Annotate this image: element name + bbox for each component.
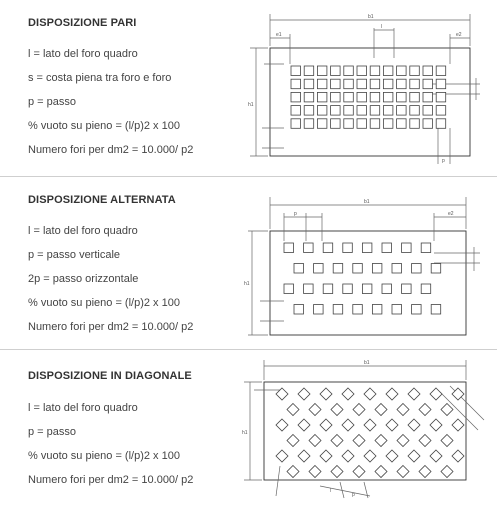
square-hole — [362, 243, 372, 253]
square-hole — [423, 106, 433, 116]
label-b1: b1 — [368, 14, 374, 20]
square-hole — [291, 119, 301, 129]
diamond-hole — [397, 466, 409, 478]
diagram-alternata — [234, 191, 488, 341]
square-hole — [317, 92, 327, 102]
square-hole — [436, 119, 446, 129]
diamond-hole — [364, 419, 376, 431]
square-hole — [370, 66, 380, 76]
square-hole — [331, 66, 341, 76]
square-hole — [370, 119, 380, 129]
square-hole — [357, 92, 367, 102]
square-hole — [383, 106, 393, 116]
square-hole — [412, 305, 422, 315]
square-hole — [353, 264, 363, 274]
diamond-hole — [309, 435, 321, 447]
square-hole — [333, 305, 343, 315]
square-hole — [304, 92, 314, 102]
definition-line: % vuoto su pieno = (l/p)2 x 100 — [28, 120, 180, 132]
square-hole — [304, 106, 314, 116]
square-hole — [344, 92, 354, 102]
square-hole — [383, 79, 393, 89]
square-hole — [383, 119, 393, 129]
square-hole — [291, 92, 301, 102]
diamond-hole — [452, 419, 464, 431]
diamond-hole — [441, 466, 453, 478]
diamond-hole — [287, 466, 299, 478]
diamond-hole — [441, 435, 453, 447]
diamond-hole — [309, 404, 321, 416]
diamond-hole — [298, 419, 310, 431]
section-title: DISPOSIZIONE ALTERNATA — [28, 194, 176, 206]
square-hole — [383, 66, 393, 76]
diamond-hole — [364, 388, 376, 400]
square-hole — [436, 106, 446, 116]
square-hole — [284, 284, 294, 294]
square-hole — [317, 79, 327, 89]
diamond-hole — [386, 450, 398, 462]
square-hole — [331, 92, 341, 102]
square-hole — [392, 264, 402, 274]
definition-line: 2p = passo orizzontale — [28, 273, 139, 285]
square-hole — [370, 106, 380, 116]
label-p: p — [442, 158, 445, 164]
section-disposizione-alternata — [0, 176, 497, 350]
diamond-hole — [430, 388, 442, 400]
section-title: DISPOSIZIONE PARI — [28, 17, 137, 29]
diamond-hole — [386, 419, 398, 431]
square-hole — [382, 284, 392, 294]
diamond-hole — [419, 466, 431, 478]
square-hole — [397, 106, 407, 116]
square-hole — [304, 79, 314, 89]
square-hole — [362, 284, 372, 294]
diamond-hole — [430, 450, 442, 462]
square-hole — [343, 284, 353, 294]
square-hole — [291, 66, 301, 76]
label-e2: e2 — [456, 32, 462, 38]
label-h1: h1 — [248, 102, 254, 108]
square-hole — [421, 284, 431, 294]
diamond-hole — [342, 419, 354, 431]
definition-line: Numero fori per dm2 = 10.000/ p2 — [28, 144, 194, 156]
definition-line: p = passo verticale — [28, 249, 121, 261]
diamond-hole — [408, 450, 420, 462]
square-hole — [410, 106, 420, 116]
square-hole — [372, 305, 382, 315]
square-hole — [331, 106, 341, 116]
square-hole — [331, 79, 341, 89]
square-hole — [436, 66, 446, 76]
square-hole — [291, 79, 301, 89]
square-hole — [397, 79, 407, 89]
label-l: l — [330, 488, 332, 494]
definition-line: % vuoto su pieno = (l/p)2 x 100 — [28, 297, 180, 309]
square-hole — [314, 305, 324, 315]
diamond-hole — [353, 435, 365, 447]
square-hole — [291, 106, 301, 116]
square-hole — [410, 79, 420, 89]
diamond-hole — [364, 450, 376, 462]
diagram-pari — [244, 8, 488, 168]
square-hole — [421, 243, 431, 253]
square-hole — [344, 119, 354, 129]
square-hole — [402, 284, 412, 294]
square-hole — [431, 264, 441, 274]
definition-line: Numero fori per dm2 = 10.000/ p2 — [28, 321, 194, 333]
label-b1: b1 — [364, 360, 370, 366]
label-p: p — [294, 211, 297, 217]
label-e2: e2 — [448, 211, 454, 217]
square-hole — [344, 66, 354, 76]
square-hole — [382, 243, 392, 253]
square-hole — [317, 119, 327, 129]
square-hole — [372, 264, 382, 274]
diamond-hole — [298, 388, 310, 400]
definition-line: p = passo — [28, 426, 77, 438]
square-hole — [423, 79, 433, 89]
diamond-hole — [309, 466, 321, 478]
diamond-hole — [320, 388, 332, 400]
square-hole — [410, 92, 420, 102]
square-hole — [392, 305, 402, 315]
square-hole — [344, 106, 354, 116]
square-hole — [304, 284, 314, 294]
label-h1: h1 — [242, 430, 248, 436]
definition-line: s = costa piena tra foro e foro — [28, 72, 172, 84]
definition-line: % vuoto su pieno = (l/p)2 x 100 — [28, 450, 180, 462]
diamond-hole — [320, 419, 332, 431]
diamond-hole — [441, 404, 453, 416]
square-hole — [397, 66, 407, 76]
diamond-hole — [331, 404, 343, 416]
diamond-hole — [419, 404, 431, 416]
definition-line: l = lato del foro quadro — [28, 402, 138, 414]
square-hole — [357, 106, 367, 116]
square-hole — [304, 119, 314, 129]
diamond-hole — [397, 435, 409, 447]
square-hole — [431, 305, 441, 315]
square-hole — [284, 243, 294, 253]
section-disposizione-pari — [0, 0, 497, 176]
square-hole — [436, 79, 446, 89]
diamond-hole — [342, 388, 354, 400]
square-hole — [436, 92, 446, 102]
square-hole — [304, 243, 314, 253]
square-hole — [423, 66, 433, 76]
definition-line: p = passo — [28, 96, 77, 108]
diamond-hole — [353, 466, 365, 478]
label-l: l — [381, 24, 383, 30]
diamond-hole — [386, 388, 398, 400]
square-hole — [294, 305, 304, 315]
square-hole — [323, 284, 333, 294]
label-p: p — [352, 492, 355, 498]
square-hole — [423, 92, 433, 102]
diamond-hole — [342, 450, 354, 462]
diamond-hole — [397, 404, 409, 416]
diamond-hole — [375, 435, 387, 447]
diamond-hole — [320, 450, 332, 462]
diagram-diagonale — [240, 356, 490, 502]
square-hole — [344, 79, 354, 89]
definition-line: l = lato del foro quadro — [28, 225, 138, 237]
square-hole — [357, 119, 367, 129]
square-hole — [423, 119, 433, 129]
square-hole — [317, 66, 327, 76]
diamond-hole — [408, 388, 420, 400]
square-hole — [333, 264, 343, 274]
diamond-hole — [353, 404, 365, 416]
square-hole — [370, 79, 380, 89]
square-hole — [357, 66, 367, 76]
label-e1: e1 — [276, 32, 282, 38]
label-b1: b1 — [364, 199, 370, 205]
diamond-hole — [276, 419, 288, 431]
section-title: DISPOSIZIONE IN DIAGONALE — [28, 370, 192, 382]
square-hole — [412, 264, 422, 274]
square-hole — [397, 119, 407, 129]
section-disposizione-diagonale — [0, 349, 497, 505]
diamond-hole — [331, 466, 343, 478]
diamond-hole — [375, 466, 387, 478]
diamond-hole — [408, 419, 420, 431]
square-hole — [343, 243, 353, 253]
diamond-hole — [298, 450, 310, 462]
diamond-hole — [331, 435, 343, 447]
square-hole — [317, 106, 327, 116]
square-hole — [410, 66, 420, 76]
diamond-hole — [276, 450, 288, 462]
square-hole — [331, 119, 341, 129]
square-hole — [357, 79, 367, 89]
square-hole — [323, 243, 333, 253]
diamond-hole — [287, 404, 299, 416]
diamond-hole — [452, 450, 464, 462]
square-hole — [397, 92, 407, 102]
square-hole — [353, 305, 363, 315]
diamond-hole — [419, 435, 431, 447]
square-hole — [314, 264, 324, 274]
diamond-hole — [430, 419, 442, 431]
square-hole — [383, 92, 393, 102]
square-hole — [294, 264, 304, 274]
square-hole — [402, 243, 412, 253]
label-h1: h1 — [244, 281, 250, 287]
square-hole — [304, 66, 314, 76]
definition-line: l = lato del foro quadro — [28, 48, 138, 60]
diamond-hole — [375, 404, 387, 416]
diamond-hole — [287, 435, 299, 447]
square-hole — [370, 92, 380, 102]
square-hole — [410, 119, 420, 129]
definition-line: Numero fori per dm2 = 10.000/ p2 — [28, 474, 194, 486]
